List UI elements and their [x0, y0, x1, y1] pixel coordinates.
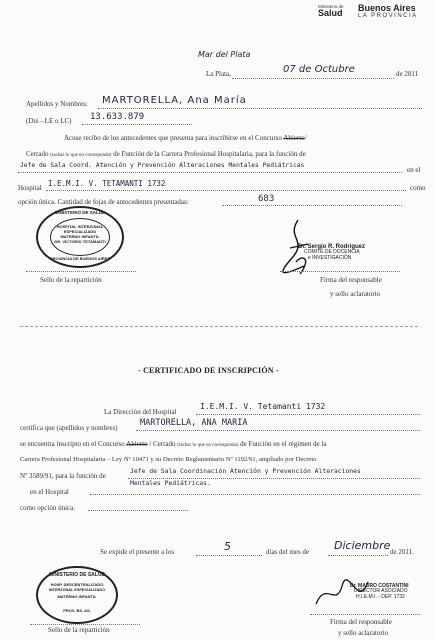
firma-label-1: Firma del responsable — [320, 276, 382, 284]
funcion-hand: Jefe de Sala Coord. Atención y Prevención Alteraciones Mentales Pediátricas — [20, 162, 305, 169]
aclaratorio-label-2: y sello aclaratorio — [338, 629, 389, 637]
cerrado-word: Cerrado — [26, 150, 49, 158]
sello-line-1 — [26, 271, 136, 272]
hand-city: Mar del Plata — [198, 50, 251, 59]
cert-abierto: Abierto — [126, 440, 148, 448]
ministerio-salud-logo — [318, 4, 358, 22]
cert-funcion-hand-2: Mentales Pediátricas. — [130, 479, 211, 487]
en-el-label: en el — [407, 166, 421, 174]
cerrado-text — [26, 150, 306, 158]
sello-label-2: Sello de la repartición — [48, 626, 110, 634]
funcion-line — [18, 172, 402, 173]
cert-dias-line — [196, 555, 262, 556]
dni-line — [82, 124, 192, 125]
de-funcion-text: de Función de la Carrera Profesional Hospitalaria, para la función de — [113, 150, 306, 158]
stamp1-outer-top: MINISTERIO DE SALUD — [54, 210, 106, 215]
fojas-line — [222, 205, 402, 206]
aclaratorio-label-1: y sello aclaratorio — [330, 290, 381, 298]
cert-hospital-line — [90, 494, 420, 495]
hospital-round-stamp — [36, 206, 124, 268]
ministerio-label: Ministerio de — [318, 4, 344, 9]
sign1-role: COMITÉ DE DOCENCIA — [304, 249, 360, 256]
firma-line-1 — [280, 271, 400, 272]
cert-dias-del-mes: días del mes de — [266, 548, 309, 556]
stamp1-inner-3: MATERNO INFANTIL — [60, 234, 100, 239]
buenos-aires-logo — [358, 4, 432, 22]
cert-tachar: (tachar lo que no corresponda) — [177, 443, 239, 448]
cert-carrera-ley: Carrera Profesional Hospitalaria – Ley Nº 10471 y su Decreto Reglamentario Nº 1192/91, ampliado por Decreto — [20, 456, 317, 463]
hospital-hand: I.E.M.I. V. TETAMANTI 1732 — [48, 179, 166, 188]
opcion-unica-text: opción única. Cantidad de fojas de antecedentes presentadas: — [18, 198, 189, 206]
names-hand: MARTORELLA, Ana María — [102, 95, 247, 106]
firma-line-2 — [310, 614, 420, 615]
buenos-aires-label: Buenos Aires — [358, 3, 416, 13]
cert-inscripto: se encuentra inscripto en el Concurso — [20, 440, 125, 448]
sign2-role: DIRECTOR ASOCIADO — [354, 588, 408, 595]
stamp2-line-3: INTERZONAL ESPECIALIZADO — [48, 588, 106, 592]
cert-dias-hand: 5 — [224, 540, 231, 553]
stamp2-line-4: MATERNO INFANTIL — [57, 594, 97, 599]
cert-mes-line — [328, 555, 388, 556]
stamp1-inner-4: DR. VICTORIO TETAMANTI — [54, 239, 106, 244]
sign1-dept: e INVESTIGACIÓN — [308, 254, 352, 261]
cert-funcion-hand-1: Jefe de Sala Coordinación Atención y Prevención Alteraciones — [130, 467, 361, 475]
stamp2-line-5: PROV. BS. AS. — [63, 608, 91, 613]
year-printed: de 2011 — [396, 70, 419, 78]
stamp2-line-1: MINISTERIO DE SALUD — [48, 572, 106, 578]
cert-mes-hand: Diciembre — [334, 539, 391, 552]
acuse-text — [64, 134, 307, 142]
cert-nombre-line — [136, 430, 420, 431]
fojas-hand: 683 — [258, 194, 275, 204]
cert-hosp-line — [196, 414, 420, 415]
cert-hosp-hand: I.E.M.I. V. Tetamanti 1732 — [200, 402, 326, 411]
cert-expide: Se expide el presente a los — [100, 548, 175, 556]
stamp1-outer-bottom: PROVINCIA DE BUENOS AIRES — [49, 256, 111, 261]
cert-en-el-hospital: en el Hospital — [30, 488, 69, 496]
signature-1-stamp — [298, 244, 365, 261]
stamp2-line-2: HOSP. DESCENTRALIZADO — [50, 582, 104, 587]
sign2-dept: H.I.E.M.I. - DEP. 1732 — [356, 593, 405, 600]
dni-hand: 13.633.879 — [90, 112, 145, 122]
section-divider — [20, 326, 418, 327]
cert-nombre-hand: MARTORELLA, ANA MARIA — [140, 418, 248, 428]
la-provincia-label: LA PROVINCIA — [358, 13, 418, 19]
names-line — [98, 108, 422, 109]
cert-de-funcion: de Función en el régimen de la — [240, 440, 327, 448]
sello-line-2 — [30, 624, 140, 625]
sello-label-1: Sello de la repartición — [40, 276, 102, 284]
cert-inscripto-text — [20, 440, 326, 448]
sign1-name: Dr. Sergio R. Rodriguez — [298, 244, 366, 250]
signature-2-stamp — [350, 584, 409, 600]
como-label: como — [410, 184, 426, 192]
names-label: Apellidos y Nombres: — [26, 100, 88, 108]
hospital-round-stamp-2 — [36, 566, 118, 624]
cert-title: - CERTIFICADO DE INSCRIPCIÓN - — [138, 366, 279, 375]
hand-date: 07 de Octubre — [283, 64, 355, 75]
cert-opcion-line — [88, 510, 188, 511]
cert-como-opcion: como opción única. — [20, 504, 76, 512]
salud-label: Salud — [318, 8, 343, 18]
hospital-line — [46, 190, 406, 191]
sign2-name: Dr. MAURO COSTANTINI — [350, 583, 409, 589]
cert-direccion: La Dirección del Hospital — [104, 408, 177, 416]
firma-label-2: Firma del responsable — [330, 618, 392, 626]
acuse-slash: / — [304, 134, 307, 142]
tachar-note: (tachar lo que no corresponda) — [50, 153, 112, 158]
city-printed: La Plata, — [206, 70, 231, 78]
date-line — [232, 78, 394, 79]
stamp1-inner-1: HOSPITAL INTERZONAL — [56, 224, 104, 229]
acuse-line: Acuse recibo de los antecedentes que presenta para inscribirse en el Concurso — [64, 134, 282, 142]
cert-certifica: certifica que (apellidos y nombres) — [20, 424, 118, 432]
cert-decreto: Nº 3589/91, para la función de — [20, 472, 106, 480]
hospital-label: Hospital — [18, 184, 42, 192]
cert-year: de 2011. — [390, 548, 414, 556]
stamp1-inner-2: ESPECIALIZADO — [63, 229, 97, 234]
dni-label: (Dni - LE o LC) — [26, 117, 72, 125]
cert-cerrado: / Cerrado — [149, 440, 176, 448]
acuse-abierto: Abierto — [283, 134, 305, 142]
